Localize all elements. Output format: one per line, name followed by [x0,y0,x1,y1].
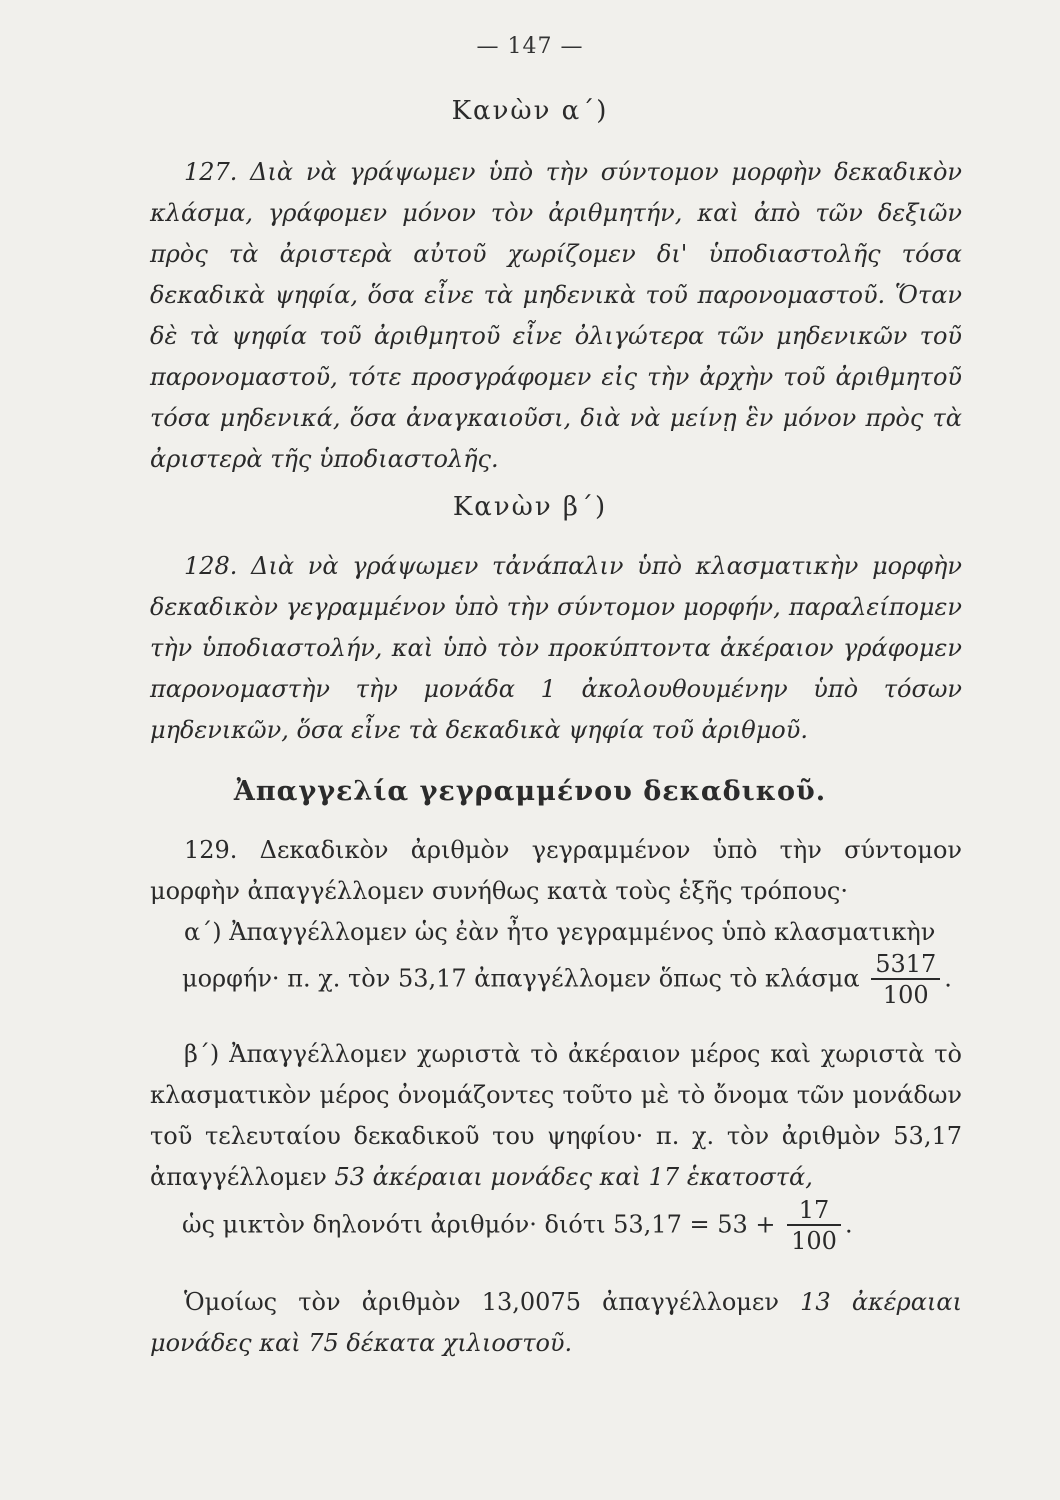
fraction-17-100 [787,1196,841,1256]
rule-b-heading: Κανὼν β΄) [452,492,608,522]
fraction-numerator: 17 [798,1196,830,1224]
method-a-example: μορφήν· π. χ. τὸν 53,17 ἀπαγγέλλομεν ὅπως τὸ κλάσμα $\frac{5317}{100}$ . [182,950,952,1009]
method-b-example: ὡς μικτὸν δηλονότι ἀριθμόν· διότι 53,17 = 53 + $\frac{17}{100}$ . [182,1196,853,1255]
method-b-text-1: β΄) Ἀπαγγέλλομεν χωριστὰ τὸ ἀκέραιον μέρος καὶ χωριστὰ τὸ κλασματικὸν μέρος ὀνομάζοντες τοῦτο μὲ τὸ ὄνομα τῶν μονάδων τοῦ τελευταίου δεκαδικοῦ του ψηφίου· π. χ. τὸν ἀριθμὸν 53,17 ἀπαγγέλλομεν [150,1040,962,1191]
paragraph-similar [150,1282,962,1364]
method-a-example-text: μορφήν· π. χ. τὸν 53,17 ἀπαγγέλλομεν ὅπως τὸ κλάσμα [182,964,860,993]
method-b-text-2: 53 ἀκέραιαι μονάδες καὶ 17 ἑκατοστά, [334,1163,813,1191]
fraction-denominator: 100 [871,978,940,1010]
fraction-numerator: 5317 [875,950,937,978]
paragraph-128: 128. Διὰ νὰ γράψωμεν τἀνάπαλιν ὑπὸ κλασματικὴν μορφὴν δεκαδικὸν γεγραμμένον ὑπὸ τὴν σύντομον μορφήν, παραλείπομεν τὴν ὑποδιαστολήν, καὶ ὑπὸ τὸν προκύπτοντα ἀκέραιον γράφομεν παρονομαστὴν τὴν μονάδα 1 ἀκολουθουμένην ὑπὸ τόσων μηδενικῶν, ὅσα εἶνε τὰ δεκαδικὰ ψηφία τοῦ ἀριθμοῦ. [150,552,962,744]
rule-a-heading: Κανὼν α΄) [451,96,609,126]
method-b-example-text: ὡς μικτὸν δηλονότι ἀριθμόν· διότι 53,17 = 53 + [182,1210,776,1239]
method-a-text: α΄) Ἀπαγγέλλομεν ὡς ἐὰν ἦτο γεγραμμένος ὑπὸ κλασματικὴν [184,918,936,946]
method-b-text [150,1034,962,1198]
section-heading: Ἀπαγγελία γεγραμμένου δεκαδικοῦ. [233,776,827,807]
paragraph-129: 129. Δεκαδικὸν ἀριθμὸν γεγραμμένον ὑπὸ τὴν σύντομον μορφὴν ἀπαγγέλλομεν συνήθως κατὰ τοὺς ἑξῆς τρόπους· [150,836,962,905]
paragraph-127: 127. Διὰ νὰ γράψωμεν ὑπὸ τὴν σύντομον μορφὴν δεκαδικὸν κλάσμα, γράφομεν μόνον τὸν ἀριθμητήν, καὶ ἀπὸ τῶν δεξιῶν πρὸς τὰ ἀριστερὰ αὐτοῦ χωρίζομεν δι' ὑποδιαστολῆς τόσα δεκαδικὰ ψηφία, ὅσα εἶνε τὰ μηδενικὰ τοῦ παρονομαστοῦ. Ὅταν δὲ τὰ ψηφία τοῦ ἀριθμητοῦ εἶνε ὀλιγώτερα τῶν μηδενικῶν τοῦ παρονομαστοῦ, τότε προσγράφομεν εἰς τὴν ἀρχὴν τοῦ ἀριθμητοῦ τόσα μηδενικά, ὅσα ἀναγκαιοῦσι, διὰ νὰ μείνῃ ἓν μόνον πρὸς τὰ ἀριστερὰ τῆς ὑποδιαστολῆς. [150,158,962,473]
page-number: — 147 — [476,34,584,59]
fraction-5317-100 [871,950,940,1010]
similar-text-1: Ὁμοίως τὸν ἀριθμὸν 13,0075 ἀπαγγέλλομεν [184,1288,779,1316]
similar-text-2: 13 ἀκέραιαι μονάδες καὶ 75 δέκατα χιλιοστοῦ. [150,1288,962,1357]
fraction-denominator: 100 [787,1224,841,1256]
